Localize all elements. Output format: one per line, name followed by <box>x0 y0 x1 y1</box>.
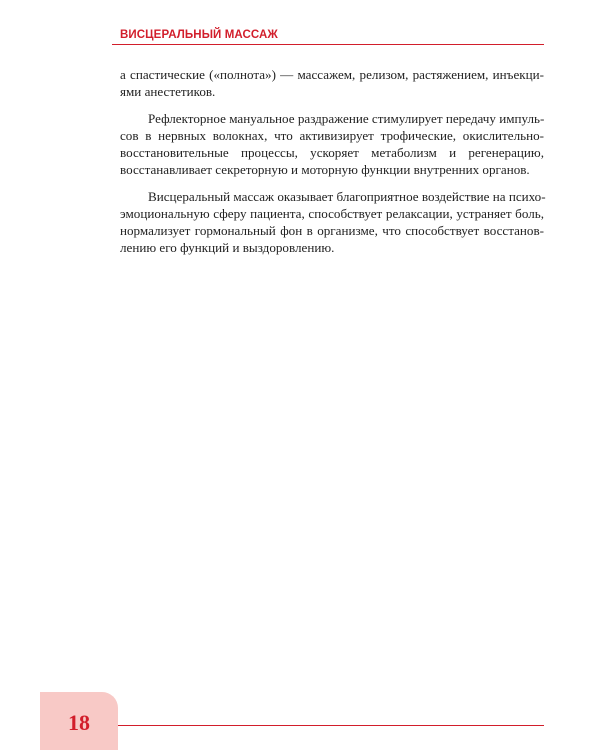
running-header-title: ВИСЦЕРАЛЬНЫЙ МАССАЖ <box>120 29 278 41</box>
text-line: лению его функций и выздоровлению. <box>120 240 335 255</box>
text-line: ями анестетиков. <box>120 84 216 99</box>
page-number: 18 <box>68 710 90 735</box>
paragraph-1 <box>120 66 544 100</box>
text-line: сов в нервных волокнах, что активизирует трофические, окислительно- <box>120 128 544 143</box>
paragraph-2 <box>120 110 544 178</box>
text-line: а спастические («полнота») — массажем, релизом, растяжением, инъекци- <box>120 67 544 82</box>
text-line: Висцеральный массаж оказывает благоприятное воздействие на психо- <box>148 189 546 204</box>
text-line: эмоциональную сферу пациента, способствует релаксации, устраняет боль, <box>120 206 544 221</box>
text-line: восстанавливает секреторную и моторную функции внутренних органов. <box>120 162 530 177</box>
body-text <box>120 66 544 256</box>
footer-divider <box>118 725 544 726</box>
header-divider <box>112 44 544 45</box>
text-line: нормализует гормональный фон в организме, что способствует восстанов- <box>120 223 544 238</box>
paragraph-gap <box>120 178 544 188</box>
paragraph-3 <box>120 188 544 256</box>
text-line: Рефлекторное мануальное раздражение стимулирует передачу импуль- <box>148 111 545 126</box>
text-line: восстановительные процессы, ускоряет метаболизм и регенерацию, <box>120 145 544 160</box>
paragraph-gap <box>120 100 544 110</box>
